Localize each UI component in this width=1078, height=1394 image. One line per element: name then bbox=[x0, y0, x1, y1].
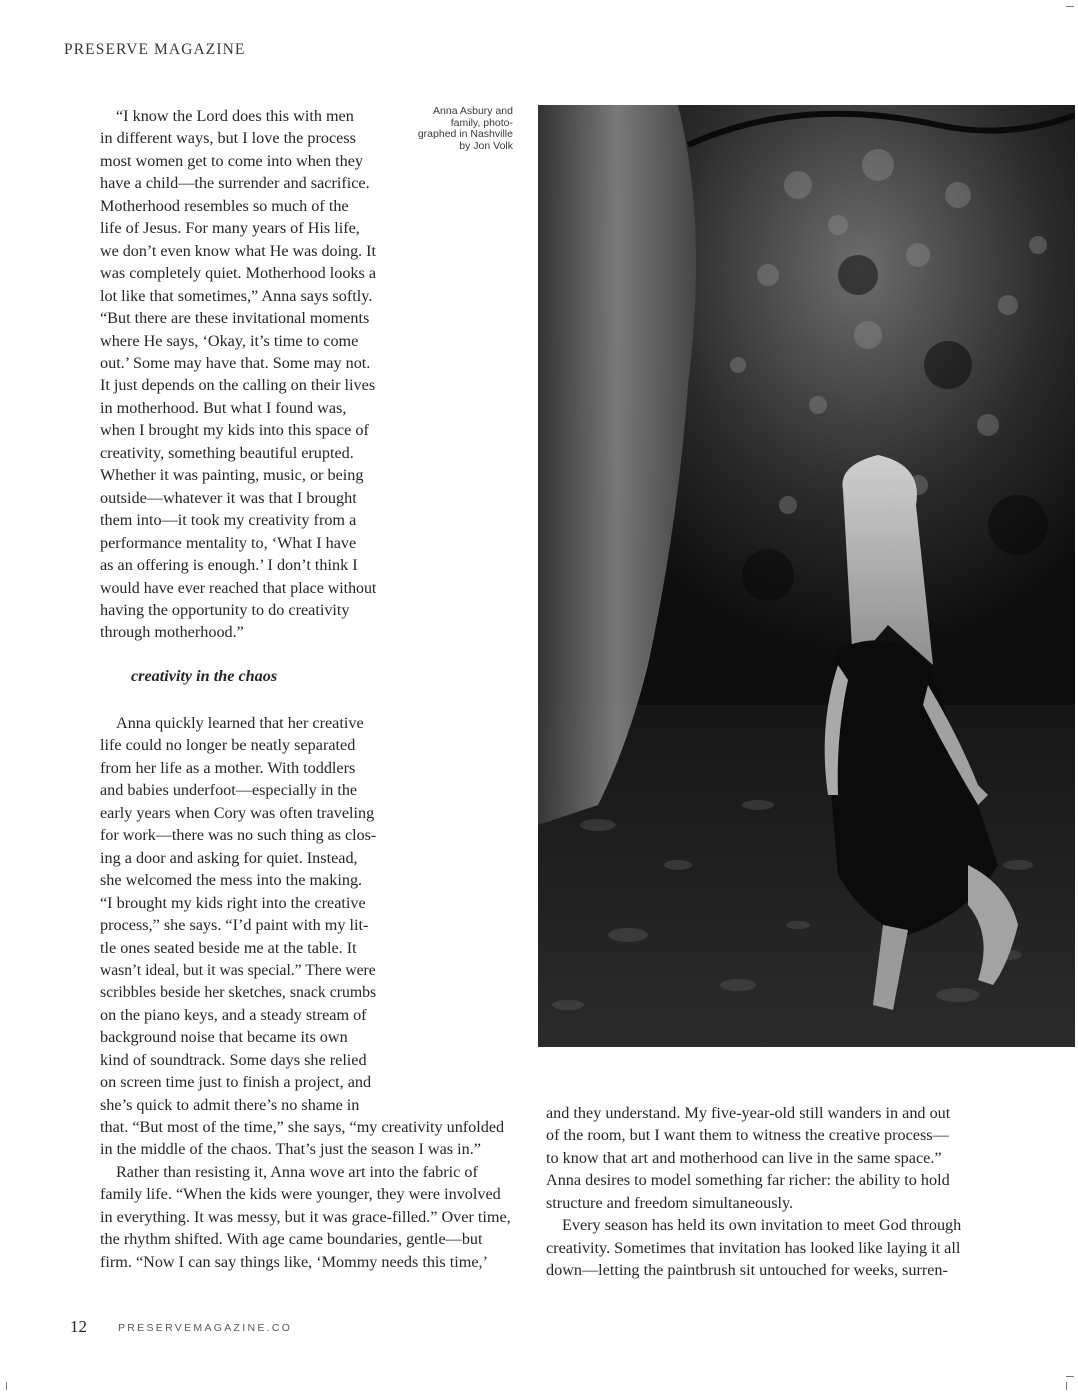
text-line: ing a door and asking for quiet. Instead, bbox=[100, 848, 358, 867]
text-line: tle ones seated beside me at the table. It bbox=[100, 938, 357, 957]
crop-mark bbox=[1066, 6, 1074, 7]
text-line: process,” she says. “I’d paint with my lit- bbox=[100, 916, 369, 935]
text-line: of the room, but I want them to witness the creative process— bbox=[546, 1126, 949, 1145]
text-line: creativity, something beautiful erupted. bbox=[100, 443, 354, 462]
text-line: in different ways, but I love the process bbox=[100, 129, 356, 148]
section-subhead: creativity in the chaos bbox=[131, 667, 278, 685]
footer-url: PRESERVEMAGAZINE.CO bbox=[118, 1322, 293, 1334]
text-line: Anna desires to model something far richer: the ability to hold bbox=[546, 1171, 950, 1190]
text-line: Whether it was painting, music, or being bbox=[100, 466, 364, 485]
text-line: early years when Cory was often traveling bbox=[100, 803, 375, 822]
text-line: scribbles beside her sketches, snack crumbs bbox=[100, 983, 377, 1002]
text-line: in the middle of the chaos. That’s just the season I was in.” bbox=[100, 1140, 481, 1159]
text-line: “I know the Lord does this with men bbox=[116, 107, 354, 125]
text-line: Anna quickly learned that her creative bbox=[116, 714, 364, 732]
text-line: firm. “Now I can say things like, ‘Mommy needs this time,’ bbox=[100, 1252, 488, 1271]
article-column-3 bbox=[100, 1116, 516, 1273]
text-line: we don’t even know what He was doing. It bbox=[100, 241, 376, 260]
text-line: Every season has held its own invitation to meet God through bbox=[562, 1216, 962, 1235]
text-line: through motherhood.” bbox=[100, 623, 244, 642]
caption-line: Anna Asbury and bbox=[433, 105, 513, 117]
paragraph bbox=[100, 105, 376, 644]
photo-caption bbox=[395, 106, 513, 152]
text-line: having the opportunity to do creativity bbox=[100, 600, 350, 619]
crop-mark bbox=[1066, 1376, 1074, 1377]
text-line: out.’ Some may have that. Some may not. bbox=[100, 353, 371, 372]
text-line: structure and freedom simultaneously. bbox=[546, 1193, 794, 1212]
text-line: and babies underfoot—especially in the bbox=[100, 781, 358, 800]
text-line: kind of soundtrack. Some days she relied bbox=[100, 1050, 367, 1069]
paragraph bbox=[546, 1214, 962, 1281]
page-number: 12 bbox=[70, 1317, 87, 1336]
text-line: “I brought my kids right into the creative bbox=[100, 893, 366, 912]
text-line: to know that art and motherhood can live in the same space.” bbox=[546, 1148, 942, 1167]
magazine-header: PRESERVE MAGAZINE bbox=[64, 41, 246, 58]
text-line: performance mentality to, ‘What I have bbox=[100, 533, 357, 552]
text-line: where He says, ‘Okay, it’s time to come bbox=[100, 331, 359, 350]
caption-line: family, photo- bbox=[450, 116, 513, 129]
article-column-1 bbox=[100, 105, 376, 644]
text-line: Rather than resisting it, Anna wove art into the fabric of bbox=[116, 1162, 478, 1181]
paragraph bbox=[546, 1102, 962, 1214]
text-line: on the piano keys, and a steady stream of bbox=[100, 1005, 367, 1024]
text-line: in everything. It was messy, but it was grace-filled.” Over time, bbox=[100, 1207, 511, 1226]
text-line: creativity. Sometimes that invitation has looked like laying it all bbox=[546, 1238, 961, 1257]
paragraph bbox=[100, 712, 376, 1116]
text-line: “But there are these invitational moments bbox=[100, 309, 370, 328]
text-line: for work—there was no such thing as clos- bbox=[100, 826, 377, 845]
paragraph bbox=[100, 1161, 516, 1273]
crop-mark bbox=[1066, 1382, 1067, 1390]
text-line: outside—whatever it was that I brought bbox=[100, 488, 357, 507]
girl-wading-in-creek-photo bbox=[538, 105, 1075, 1047]
text-line: was completely quiet. Motherhood looks a bbox=[100, 264, 377, 283]
text-line: have a child—the surrender and sacrifice. bbox=[100, 174, 370, 193]
crop-mark bbox=[6, 1382, 7, 1390]
text-line: she welcomed the mess into the making. bbox=[100, 871, 363, 890]
text-line: life of Jesus. For many years of His life, bbox=[100, 219, 360, 238]
text-line: the rhythm shifted. With age came boundaries, gentle—but bbox=[100, 1230, 483, 1249]
paragraph bbox=[100, 1116, 516, 1161]
text-line: family life. “When the kids were younger, they were involved bbox=[100, 1185, 501, 1204]
caption-line: graphed in Nashville bbox=[417, 128, 513, 140]
text-line: from her life as a mother. With toddlers bbox=[100, 758, 356, 777]
text-line: would have ever reached that place without bbox=[100, 578, 377, 597]
text-line: Motherhood resembles so much of the bbox=[100, 196, 349, 215]
text-line: most women get to come into when they bbox=[100, 151, 363, 170]
text-line: them into—it took my creativity from a bbox=[100, 511, 357, 530]
text-line: lot like that sometimes,” Anna says softly. bbox=[100, 286, 373, 305]
article-column-2 bbox=[100, 712, 376, 1116]
text-line: It just depends on the calling on their lives bbox=[100, 376, 376, 395]
caption-line: by Jon Volk bbox=[459, 139, 513, 152]
text-line: in motherhood. But what I found was, bbox=[100, 398, 347, 417]
text-line: that. “But most of the time,” she says, “my creativity unfolded bbox=[100, 1118, 505, 1136]
text-line: background noise that became its own bbox=[100, 1028, 348, 1047]
text-line: she’s quick to admit there’s no shame in bbox=[100, 1095, 360, 1114]
text-line: on screen time just to finish a project, and bbox=[100, 1073, 372, 1092]
photo-illustration bbox=[538, 105, 1075, 1047]
text-line: life could no longer be neatly separated bbox=[100, 736, 356, 755]
article-column-4 bbox=[546, 1102, 962, 1282]
text-line: as an offering is enough.’ I don’t think I bbox=[100, 556, 358, 575]
text-line: and they understand. My five-year-old still wanders in and out bbox=[546, 1104, 951, 1122]
text-line: when I brought my kids into this space of bbox=[100, 421, 369, 440]
text-line: wasn’t ideal, but it was special.” There were bbox=[100, 960, 376, 979]
text-line: down—letting the paintbrush sit untouched for weeks, surren- bbox=[546, 1261, 948, 1280]
